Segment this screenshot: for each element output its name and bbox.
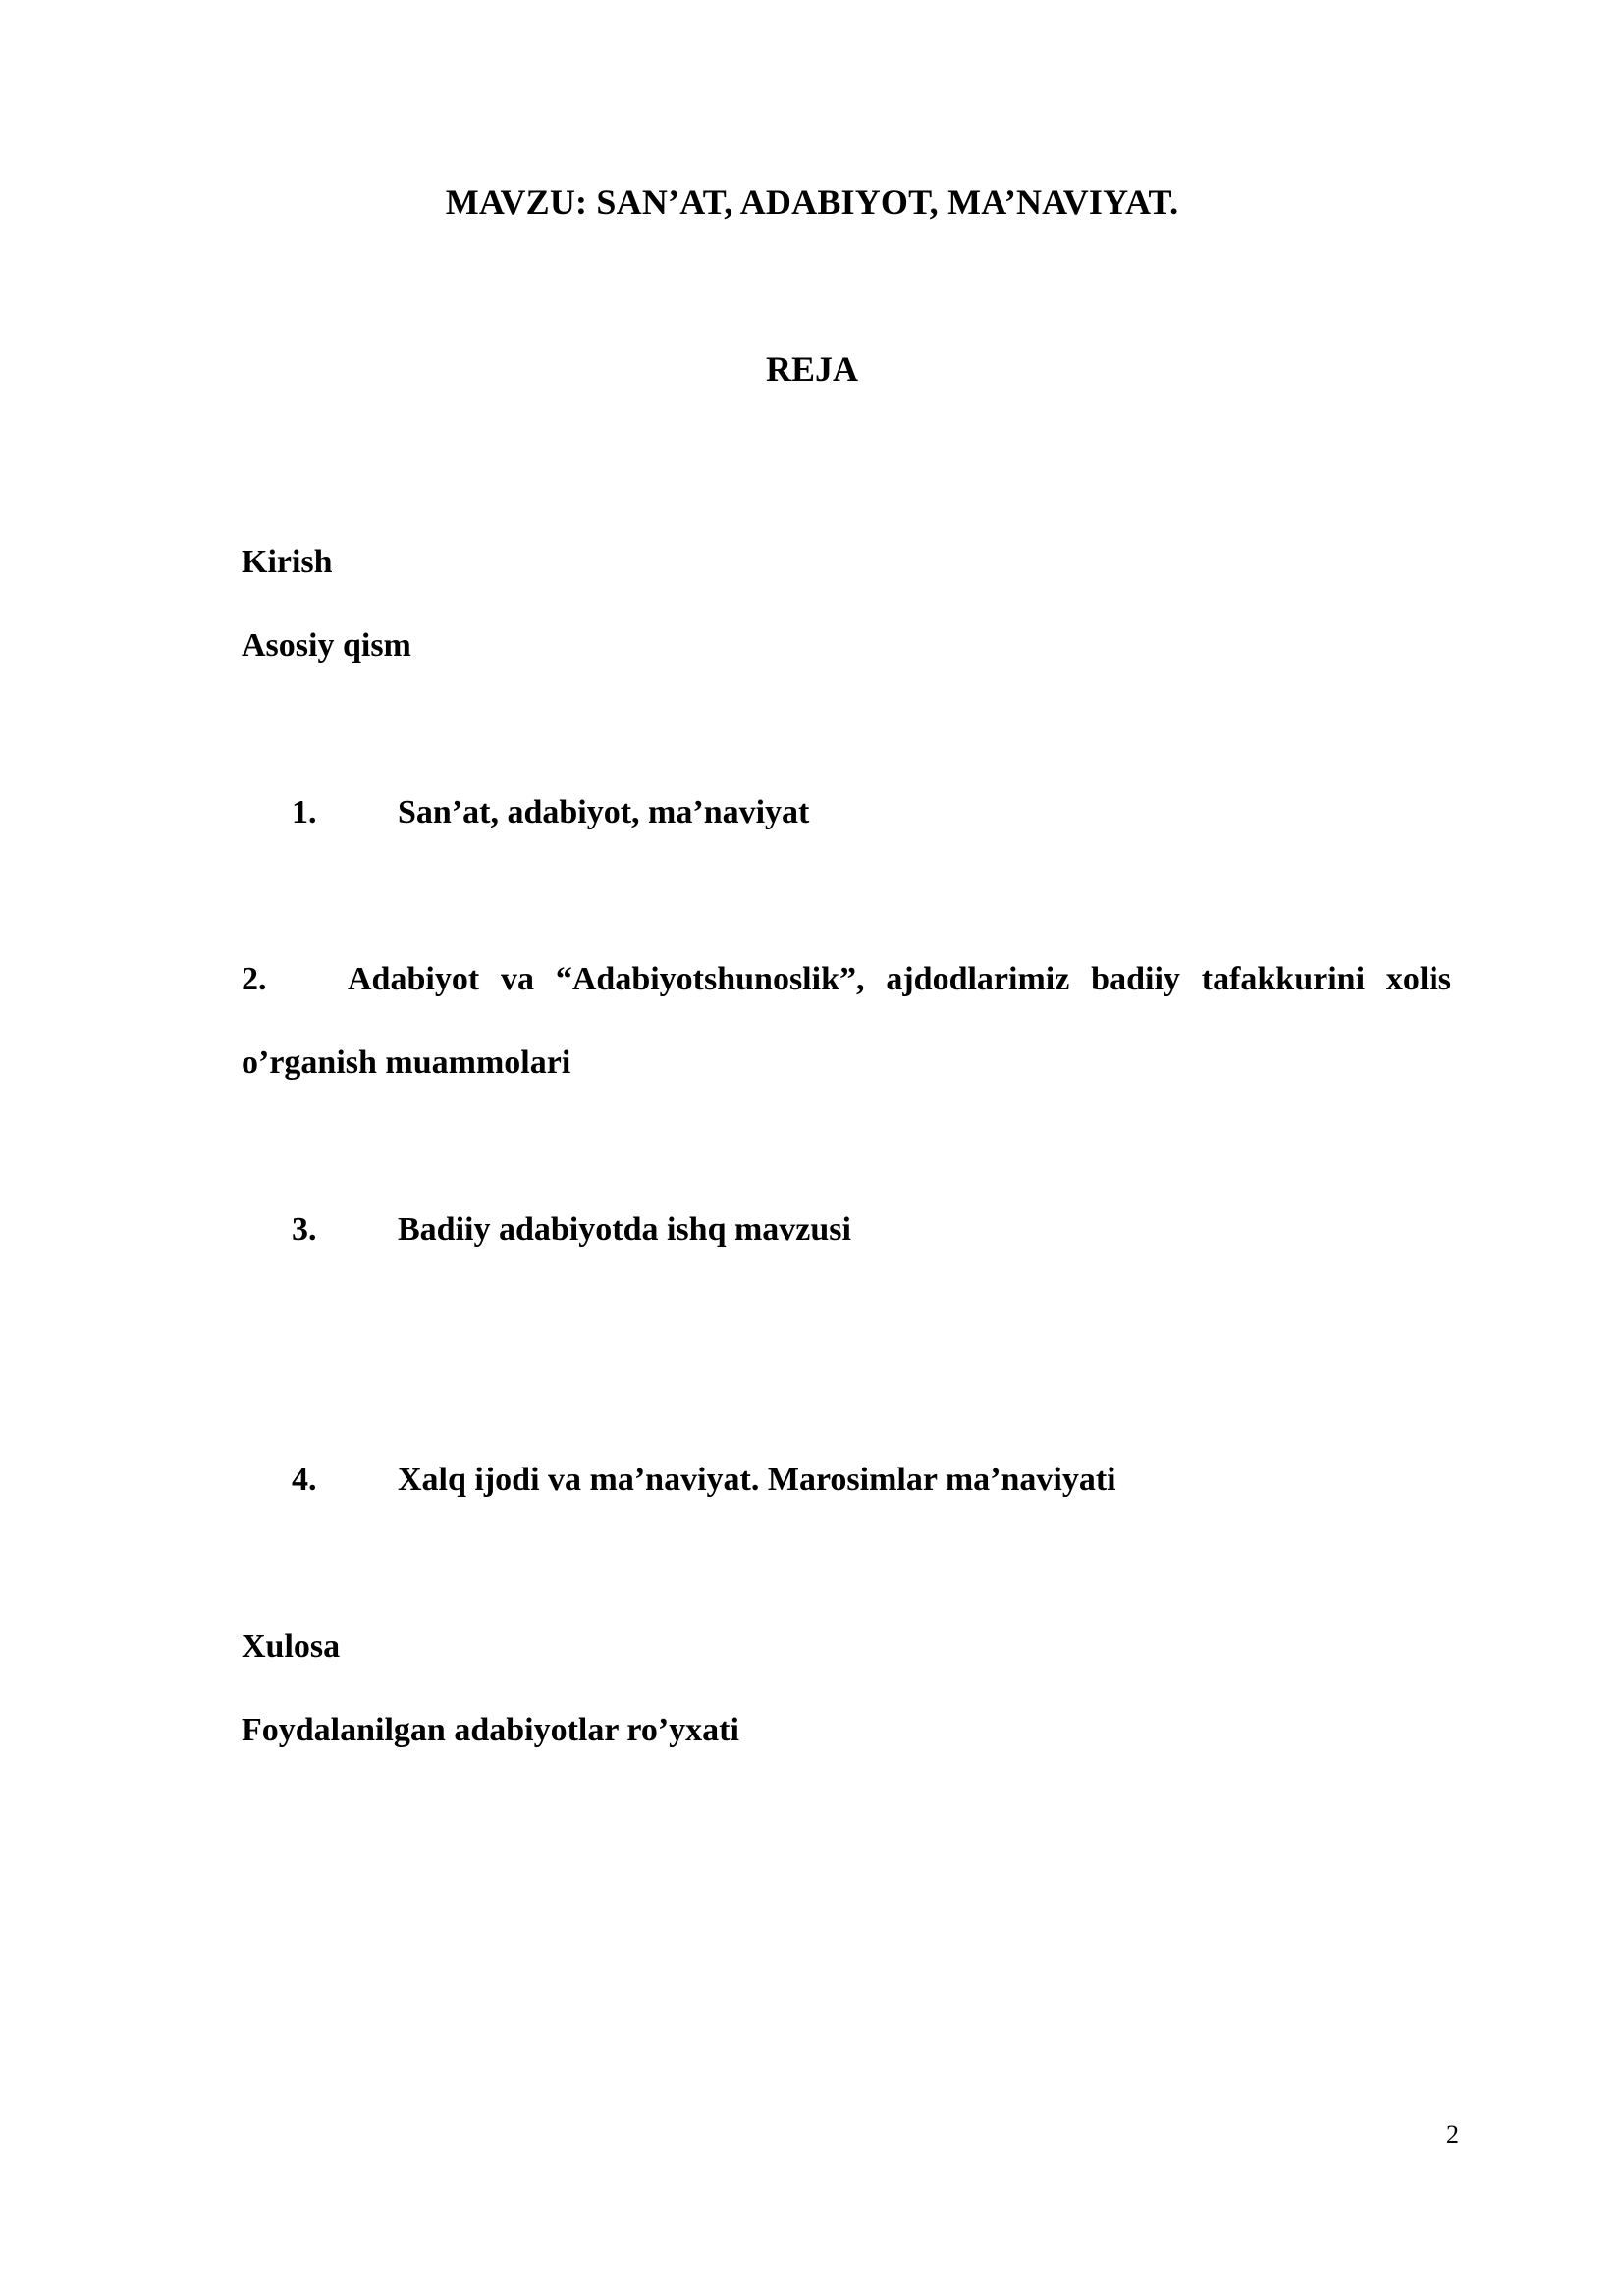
outline-item-3 — [242, 1104, 1451, 1355]
outline-item-1 — [242, 687, 1451, 937]
plan-heading: REJA — [765, 349, 858, 389]
outline-entry-bibliography: Foydalanilgan adabiyotlar ro’yxati — [242, 1712, 739, 1748]
outline-entry-intro: Kirish — [242, 544, 333, 580]
page-title: MAVZU: SAN’AT, ADABIYOT, MA’NAVIYAT. — [445, 183, 1179, 222]
outline-list — [242, 520, 1451, 1772]
outline-item-2 — [242, 937, 1451, 1104]
outline-item-4-text: Xalq ijodi va ma’naviyat. Marosimlar ma’naviyati — [398, 1462, 1116, 1498]
outline-entry-conclusion: Xulosa — [242, 1629, 341, 1665]
outline-item-4-number: 4. — [292, 1462, 317, 1498]
outline-entry-main-part: Asosiy qism — [242, 627, 411, 664]
outline-item-2-text: Adabiyot va “Adabiyotshunoslik”, ajdodlarimiz badiiy tafakkurini xolis o’rganish muammolari — [242, 961, 1451, 1081]
outline-item-3-text: Badiiy adabiyotda ishq mavzusi — [398, 1211, 851, 1248]
outline-item-1-text: San’at, adabiyot, ma’naviyat — [398, 794, 810, 830]
outline-item-3-number: 3. — [292, 1211, 317, 1248]
outline-item-2-number: 2. — [242, 961, 267, 997]
page-number: 2 — [1446, 2120, 1459, 2149]
outline-item-1-number: 1. — [292, 794, 317, 830]
outline-item-4 — [242, 1355, 1451, 1605]
